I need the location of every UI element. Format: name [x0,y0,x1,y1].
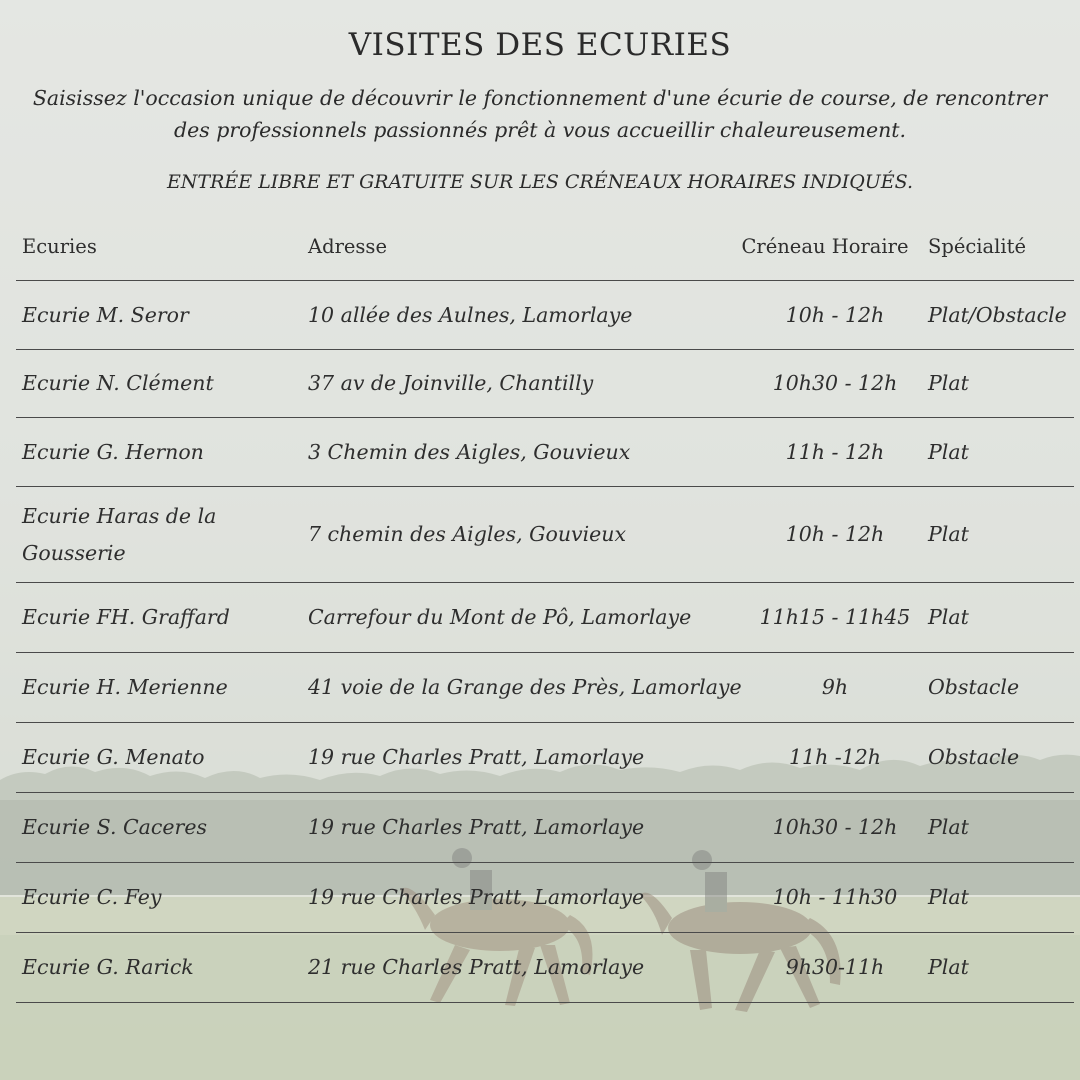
cell-creneau: 10h - 11h30 [772,885,898,909]
table-row [16,583,1074,653]
cell-ecurie: Ecurie G. Hernon [22,439,204,464]
cell-ecurie: Ecurie G. Menato [22,745,205,769]
cell-ecurie: Ecurie M. Seror [22,302,189,327]
page-title: VISITES DES ECURIES [348,27,732,63]
header-specialite: Spécialité [928,234,1027,258]
cell-adresse: 19 rue Charles Pratt, Lamorlaye [308,885,645,909]
cell-specialite: Plat [928,885,969,909]
cell-specialite: Plat [928,955,969,979]
cell-ecurie: Ecurie H. Merienne [22,675,228,699]
cell-creneau: 10h30 - 12h [772,815,898,839]
cell-adresse: Carrefour du Mont de Pô, Lamorlaye [308,605,692,629]
cell-adresse: 19 rue Charles Pratt, Lamorlaye [308,745,645,769]
cell-ecurie: Ecurie Haras de la Gousserie [22,503,217,565]
cell-adresse: 21 rue Charles Pratt, Lamorlaye [308,955,645,979]
header-creneau: Créneau Horaire [741,234,909,258]
table-row [16,933,1074,1003]
cell-adresse: 3 Chemin des Aigles, Gouvieux [308,439,631,464]
cell-ecurie: Ecurie FH. Graffard [22,605,230,629]
cell-ecurie: Ecurie S. Caceres [22,815,207,839]
cell-adresse: 41 voie de la Grange des Près, Lamorlaye [308,675,742,699]
cell-creneau: 11h - 12h [785,439,885,464]
table-row [16,487,1074,583]
header-ecuries: Ecuries [22,234,97,258]
table-row [16,350,1074,418]
table-row [16,418,1074,487]
table-row [16,281,1074,350]
cell-creneau: 10h - 12h [785,302,885,327]
cell-ecurie: Ecurie G. Rarick [22,955,194,979]
cell-creneau: 11h -12h [788,745,882,769]
cell-adresse: 37 av de Joinville, Chantilly [308,371,594,395]
cell-creneau: 9h [821,675,849,699]
cell-specialite: Plat/Obstacle [928,302,1067,327]
table-row [16,863,1074,933]
cell-ecurie: Ecurie N. Clément [22,371,214,395]
free-entry-notice: ENTRÉE LIBRE ET GRATUITE SUR LES CRÉNEAUX HORAIRES INDIQUÉS. [166,171,914,193]
cell-creneau: 9h30-11h [785,955,885,979]
cell-specialite: Plat [928,522,969,546]
cell-creneau: 11h15 - 11h45 [759,605,911,629]
cell-adresse: 19 rue Charles Pratt, Lamorlaye [308,815,645,839]
header-adresse: Adresse [308,234,387,258]
cell-specialite: Plat [928,815,969,839]
cell-creneau: 10h - 12h [785,522,885,546]
cell-adresse: 10 allée des Aulnes, Lamorlaye [308,302,633,327]
cell-specialite: Obstacle [928,745,1020,769]
cell-specialite: Plat [928,439,969,464]
cell-specialite: Plat [928,371,969,395]
table-row [16,793,1074,863]
cell-adresse: 7 chemin des Aigles, Gouvieux [308,522,627,546]
cell-ecurie: Ecurie C. Fey [22,885,162,909]
table-row [16,653,1074,723]
table-row [16,723,1074,793]
cell-creneau: 10h30 - 12h [772,371,898,395]
table-header-row [16,212,1074,281]
cell-specialite: Plat [928,605,969,629]
intro-text: Saisissez l'occasion unique de découvrir le fonctionnement d'une écurie de course, de rencontrer des professionnels passionnés prêt à vous accueillir chaleureusement. [32,86,1048,142]
cell-specialite: Obstacle [928,675,1020,699]
stables-table [16,212,1074,1003]
